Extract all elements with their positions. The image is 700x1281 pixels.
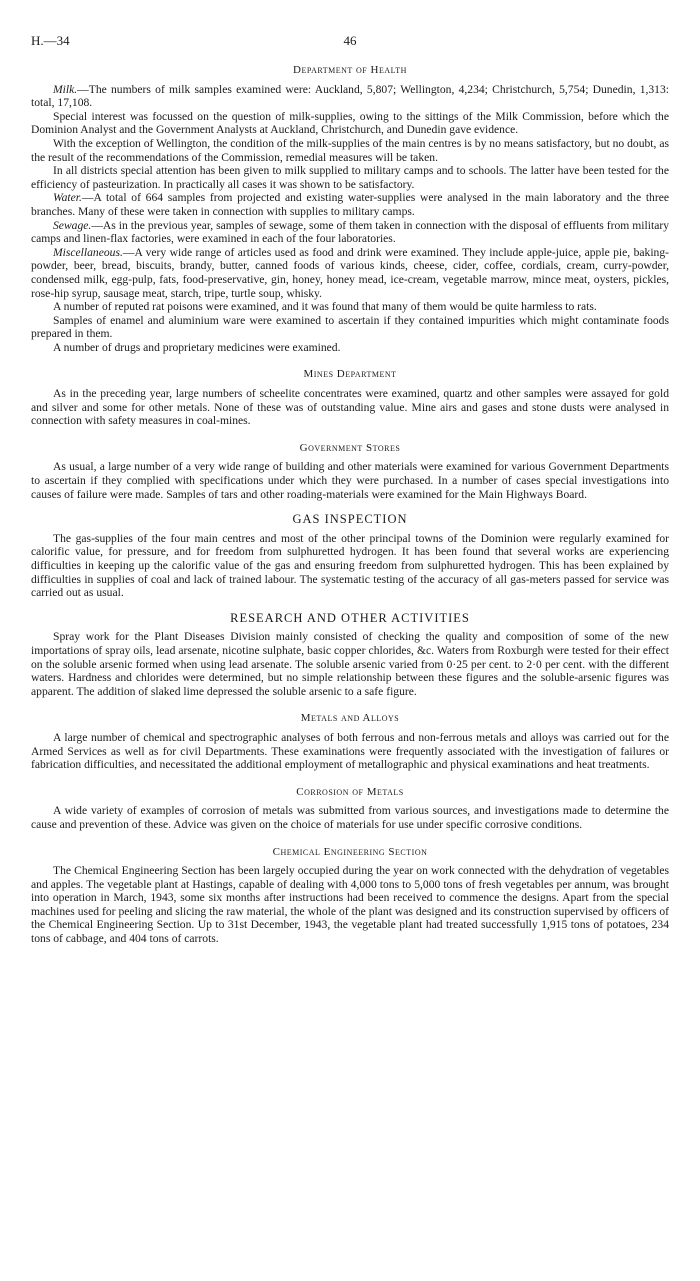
paragraph: With the exception of Wellington, the condition of the milk-supplies of the main centres is by no means satisfactory, but no doubt, as the result of the recommendations of the Commission, remedial measures will be taken. (31, 136, 669, 164)
report-reference: H.—34 (31, 33, 70, 48)
section-mines-department (31, 368, 669, 427)
paragraph: The Chemical Engineering Section has been largely occupied during the year on work connected with the dehydration of vegetables and apples. The vegetable plant at Hastings, capable of dealing with 4,000 tons to 5,000 tons of fresh vegetables per annum, was brought into operation in March, 1943, some six months after instructions had been received to commence the designs. Apart from the special machines used for peeling and slicing the raw material, the whole of the plant was designed and its construction supervised by officers of the Chemical Engineering Section. Up to 31st December, 1943, the vegetable plant had treated successfully 1,915 tons of potatoes, 234 tons of cabbage, and 404 tons of carrots. (31, 864, 669, 946)
run-in-heading: Sewage. (53, 218, 92, 232)
section-heading: Metals and Alloys (300, 712, 400, 725)
paragraph: The gas-supplies of the four main centres and most of the other principal towns of the Dominion were regularly examined for calorific value, for pressure, and for freedom from sulphuretted hydrogen. It has been found that several works are experiencing difficulties in keeping up the calorific value of the gas and ensuring freedom from sulphuretted hydrogen. This has been explained by difficulties in supplies of coal and lack of trained labour. The systematic testing of the accuracy of all gas-meters passed for service was carried out as usual. (31, 531, 669, 600)
section-heading: Corrosion of Metals (296, 785, 404, 798)
paragraph: A number of drugs and proprietary medicines were examined. (53, 340, 341, 354)
section-gas-inspection (31, 513, 669, 600)
paragraph: Spray work for the Plant Diseases Division mainly consisted of checking the quality and composition of some of the new importations of spray oils, lead arsenate, nicotine sulphate, basic copper chlorides, &c. Waters from Roxburgh were tested for their effect on the soluble arsenic formed when using lead arsenate. The soluble arsenic varied from 0·25 per cent. to 2·0 per cent. with the different waters. Hardness and chlorides were determined, but no simple relationship between these figures and the soluble-arsenic figures was apparent. The addition of slaked lime depressed the soluble arsenic to a safe figure. (31, 630, 669, 698)
page-number: 46 (343, 33, 357, 48)
section-department-of-health (31, 64, 669, 354)
section-heading: Department of Health (293, 64, 407, 76)
paragraph-text: —A total of 664 samples from projected and existing water-supplies were analysed in the main laboratory and the three branches. Many of these were taken in connection with supplies to military camps. (31, 191, 669, 218)
section-research (31, 612, 669, 699)
paragraph-text: —The numbers of milk samples examined were: Auckland, 5,807; Wellington, 4,234; Christchurch, 5,754; Dunedin, 1,313: total, 17,108. (31, 82, 669, 110)
run-in-heading: Water. (53, 191, 82, 205)
section-government-stores (31, 442, 669, 501)
run-in-heading: Milk. (53, 82, 78, 96)
section-corrosion-of-metals (31, 786, 669, 832)
paragraph: Special interest was focussed on the question of milk-supplies, owing to the sittings of the Milk Commission, before which the Dominion Analyst and the Government Analysts at Auckland, Christchurch, and Dunedin gave evidence. (31, 109, 669, 137)
section-heading: Government Stores (299, 441, 401, 454)
paragraph: A large number of chemical and spectrographic analyses of both ferrous and non-ferrous metals and alloys was carried out for the Armed Services as well as for civil Departments. These examinations were frequently associated with the investigation of failures or fabrication difficulties, and necessitated the additional employment of metallographic and physical examinations and heat treatments. (31, 730, 669, 772)
section-heading: RESEARCH AND OTHER ACTIVITIES (230, 610, 470, 625)
running-header (31, 34, 669, 52)
section-heading: Mines Department (303, 368, 397, 381)
paragraph-text: —A very wide range of articles used as food and drink were examined. They include apple-juice, apple pie, baking-powder, beer, bread, biscuits, brandy, butter, canned foods of various kinds, cheese, cider, coffee, cordials, cream, curry-powder, condensed milk, egg-pulp, fats, food-preservative, gin, honey, honey mead, ice-cream, vegetable marrow, mince meat, oysters, pickles, rose-hip syrup, sausage meat, starch, tripe, turtle soup, whisky. (31, 245, 669, 300)
run-in-heading: Miscellaneous. (53, 245, 123, 259)
paragraph-miscellaneous (31, 246, 669, 300)
paragraph-milk (31, 83, 669, 110)
section-heading: GAS INSPECTION (292, 512, 408, 527)
paragraph: Samples of enamel and aluminium ware were examined to ascertain if they contained impurities which might contaminate foods prepared in them. (31, 313, 669, 341)
paragraph: As in the preceding year, large numbers of scheelite concentrates were examined, quartz and other samples were assayed for gold and silver and some for other metals. None of these was of outstanding value. Mine airs and gases and stone dusts were analysed in connection with safety measures in coal-mines. (31, 387, 669, 428)
section-heading: Chemical Engineering Section (272, 845, 428, 858)
section-chemical-engineering (31, 846, 669, 946)
paragraph: A number of reputed rat poisons were examined, and it was found that many of them would be quite harmless to rats. (53, 300, 597, 314)
paragraph-water (31, 191, 669, 218)
paragraph-text: —As in the previous year, samples of sewage, some of them taken in connection with the disposal of effluents from military camps and linen-flax factories, were examined in each of the four laboratories. (31, 218, 669, 246)
paragraph: In all districts special attention has been given to milk supplied to military camps and to schools. The latter have been tested for the efficiency of pasteurization. In practically all cases it was shown to be satisfactory. (31, 164, 669, 191)
section-metals-and-alloys (31, 712, 669, 771)
paragraph: As usual, a large number of a very wide range of building and other materials were examined for various Government Departments to ascertain if they complied with specifications under which they were purchased. In a number of cases special investigations into causes of failure were made. Samples of tars and other roading-materials were examined for the Main Highways Board. (31, 460, 669, 501)
paragraph: A wide variety of examples of corrosion of metals was submitted from various sources, and investigations made to determine the cause and prevention of these. Advice was given on the choice of materials for use under specific corrosive conditions. (31, 804, 669, 831)
paragraph-sewage (31, 219, 669, 246)
